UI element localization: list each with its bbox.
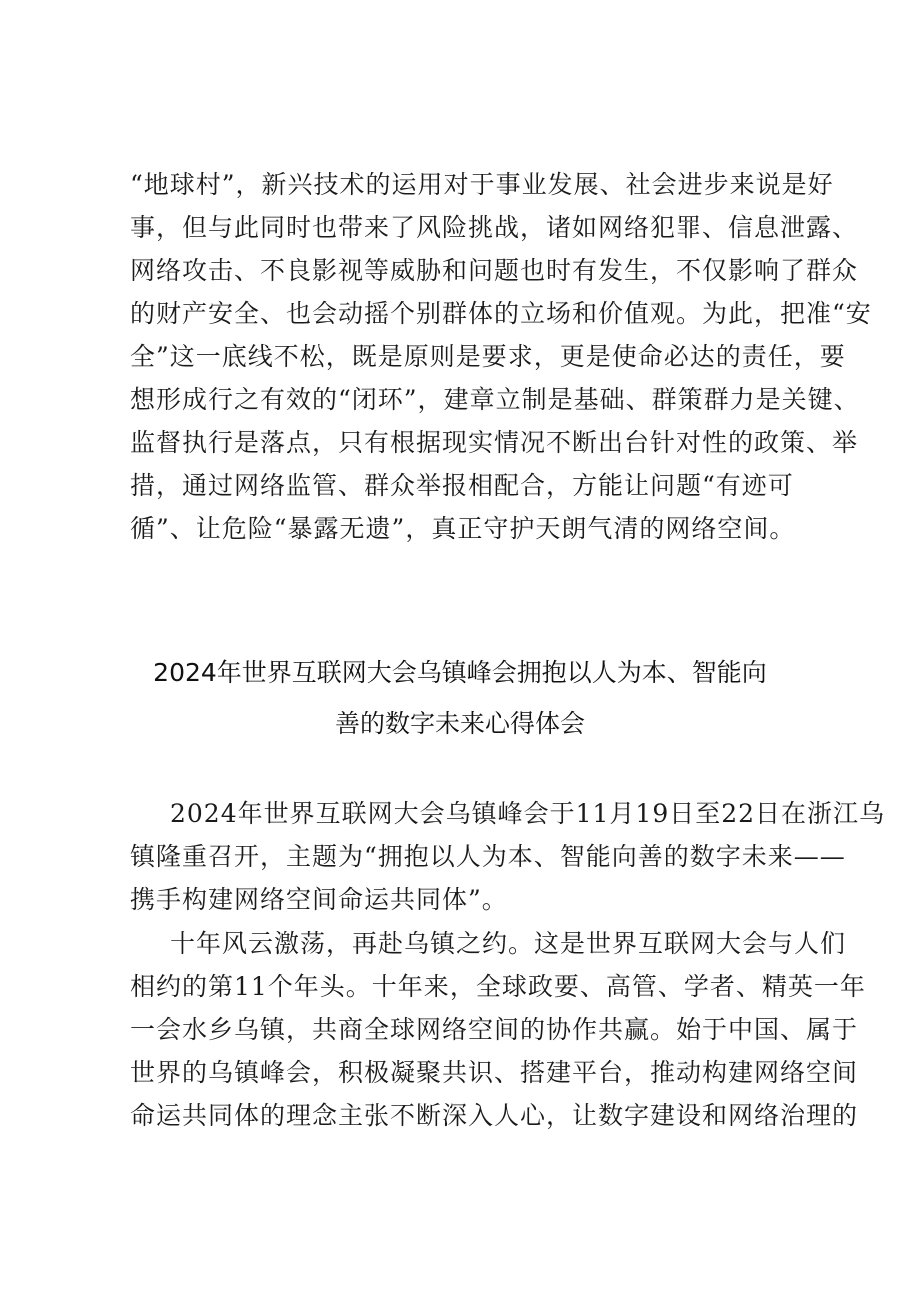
text-line: 的财产安全、也会动摇个别群体的立场和价值观。为此，把准“安 <box>130 299 872 328</box>
text-line: 命运共同体的理念主张不断深入人心，让数字建设和网络治理的 <box>130 1101 859 1130</box>
text-line: 监督执行是落点，只有根据现实情况不断出台针对性的政策、举 <box>130 428 859 457</box>
text-line: 镇隆重召开，主题为“拥抱以人为本、智能向善的数字未来—— <box>130 842 846 871</box>
text-line: 想形成行之有效的“闭环”，建章立制是基础、群策群力是关键、 <box>130 385 860 414</box>
text-line: 携手构建网络空间命运共同体”。 <box>130 885 508 914</box>
title-line-2: 善的数字未来心得体会 <box>334 709 585 738</box>
text-line: 2024年世界互联网大会乌镇峰会于11月19日至22日在浙江乌 <box>170 799 886 828</box>
text-line: 网络攻击、不良影视等威胁和问题也时有发生，不仅影响了群众 <box>130 256 859 285</box>
text-line: 世界的乌镇峰会，积极凝聚共识、搭建平台，推动构建网络空间 <box>130 1058 859 1087</box>
text-line: 循”、让危险“暴露无遗”，真正守护天朗气清的网络空间。 <box>130 514 796 543</box>
text-line: 措，通过网络监管、群众举报相配合，方能让问题“有迹可 <box>130 471 794 500</box>
title-line-1: 2024年世界互联网大会乌镇峰会拥抱以人为本、智能向 <box>153 658 767 687</box>
text-line: “地球村”，新兴技术的运用对于事业发展、社会进步来说是好 <box>130 170 834 199</box>
text-line: 一会水乡乌镇，共商全球网络空间的协作共赢。始于中国、属于 <box>130 1015 859 1044</box>
text-line: 十年风云激荡，再赴乌镇之约。这是世界互联网大会与人们 <box>170 929 847 958</box>
text-line: 全”这一底线不松，既是原则是要求，更是使命必达的责任，要 <box>130 342 846 371</box>
text-line: 事，但与此同时也带来了风险挑战，诸如网络犯罪、信息泄露、 <box>130 213 859 242</box>
text-line: 相约的第11个年头。十年来，全球政要、高管、学者、精英一年 <box>130 972 866 1001</box>
